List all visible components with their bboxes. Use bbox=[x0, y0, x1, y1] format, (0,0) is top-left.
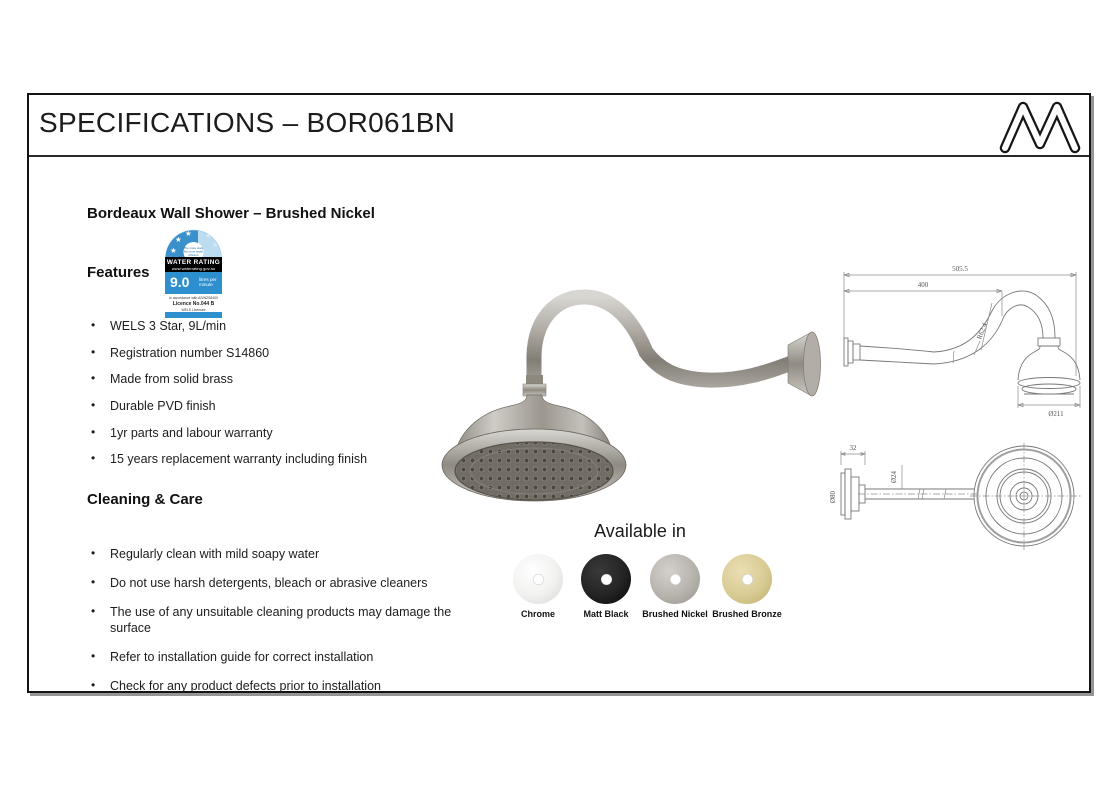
wels-licensee: WELS Licensee bbox=[181, 308, 206, 312]
top-view-diagram bbox=[828, 439, 1084, 554]
finish-swatch-chrome bbox=[502, 554, 574, 619]
features-heading: Features bbox=[87, 264, 150, 281]
cleaning-item: • Regularly clean with mild soapy water bbox=[89, 547, 481, 563]
cleaning-care-list bbox=[89, 547, 481, 708]
finish-label: Chrome bbox=[520, 609, 555, 619]
feature-item: • WELS 3 Star, 9L/min bbox=[89, 319, 367, 335]
spec-sheet bbox=[27, 93, 1091, 693]
feature-item: • 15 years replacement warranty including finish bbox=[89, 452, 367, 468]
cleaning-item: • The use of any unsuitable cleaning products may damage the surface bbox=[89, 605, 481, 636]
page-title: SPECIFICATIONS – BOR061BN bbox=[39, 107, 456, 138]
finish-disc bbox=[650, 554, 700, 604]
dim-arm-dia-label: Ø24 bbox=[890, 470, 898, 484]
finish-label: Brushed Nickel bbox=[642, 609, 708, 619]
star-icon: ★ bbox=[175, 235, 182, 244]
wels-bottom-strip bbox=[165, 312, 222, 318]
wels-band-title: WATER RATING bbox=[166, 259, 221, 266]
brand-logo-m-icon bbox=[997, 100, 1083, 159]
wels-note-line: efficient bbox=[188, 253, 199, 257]
drawing-flange bbox=[844, 338, 860, 366]
drawing-head bbox=[1018, 338, 1080, 394]
wels-rating-unit: litres per minute bbox=[199, 277, 217, 288]
finish-swatch-brushed-bronze bbox=[711, 554, 783, 619]
wels-band bbox=[165, 257, 222, 272]
wels-water-rating-label-icon bbox=[165, 228, 222, 318]
wels-note-line: The more stars bbox=[183, 246, 204, 250]
finish-label: Brushed Bronze bbox=[712, 609, 782, 619]
finish-swatch-brushed-nickel bbox=[639, 554, 711, 619]
finish-swatch-matt-black bbox=[570, 554, 642, 619]
finish-disc bbox=[722, 554, 772, 604]
feature-item: • Registration number S14860 bbox=[89, 346, 367, 362]
dim-head-label: Ø211 bbox=[1048, 410, 1064, 418]
ghost-star-icon: ★ bbox=[212, 242, 219, 249]
wels-licence-number: Licence No.044 B bbox=[172, 301, 215, 307]
cleaning-care-heading: Cleaning & Care bbox=[87, 491, 203, 508]
feature-item: • 1yr parts and labour warranty bbox=[89, 426, 367, 442]
wels-note-line: the more water bbox=[183, 249, 204, 254]
cleaning-item: • Do not use harsh detergents, bleach or abrasive cleaners bbox=[89, 576, 481, 592]
wall-flange bbox=[788, 332, 821, 396]
wels-star-arch bbox=[165, 228, 222, 258]
product-photo bbox=[432, 267, 830, 507]
star-icon: ★ bbox=[170, 246, 177, 255]
shower-arm bbox=[534, 297, 794, 387]
side-view-diagram bbox=[834, 258, 1086, 432]
dim-overall-label: 505.5 bbox=[952, 265, 968, 273]
dim-flange-width-label: 32 bbox=[849, 444, 857, 452]
ghost-star-icon: ★ bbox=[205, 233, 212, 240]
finish-label: Matt Black bbox=[583, 609, 629, 619]
finish-disc bbox=[581, 554, 631, 604]
available-in-heading: Available in bbox=[594, 521, 686, 541]
wels-licence-panel bbox=[165, 294, 222, 312]
cleaning-item: • Refer to installation guide for correct installation bbox=[89, 650, 481, 666]
wels-rating-panel bbox=[165, 272, 222, 294]
cleaning-item: • Check for any product defects prior to installation bbox=[89, 679, 481, 695]
spray-face bbox=[455, 442, 613, 500]
shower-head bbox=[442, 395, 626, 501]
features-list bbox=[89, 319, 367, 479]
title-bar bbox=[29, 95, 1089, 157]
dim-flange-dia-label: Ø80 bbox=[829, 490, 837, 504]
finish-disc bbox=[513, 554, 563, 604]
feature-item: • Durable PVD finish bbox=[89, 399, 367, 415]
product-name-heading: Bordeaux Wall Shower – Brushed Nickel bbox=[87, 205, 375, 222]
dim-arm-label: 400 bbox=[917, 281, 929, 289]
feature-item: • Made from solid brass bbox=[89, 372, 367, 388]
star-icon: ★ bbox=[185, 229, 192, 238]
wels-standard-note: In accordance with AS/NZS6400 bbox=[169, 296, 218, 300]
dim-radius-label: R62.4 bbox=[975, 321, 990, 341]
wels-band-url: www.waterrating.gov.au bbox=[171, 266, 216, 271]
wels-rating-value: 9.0 bbox=[170, 274, 190, 290]
